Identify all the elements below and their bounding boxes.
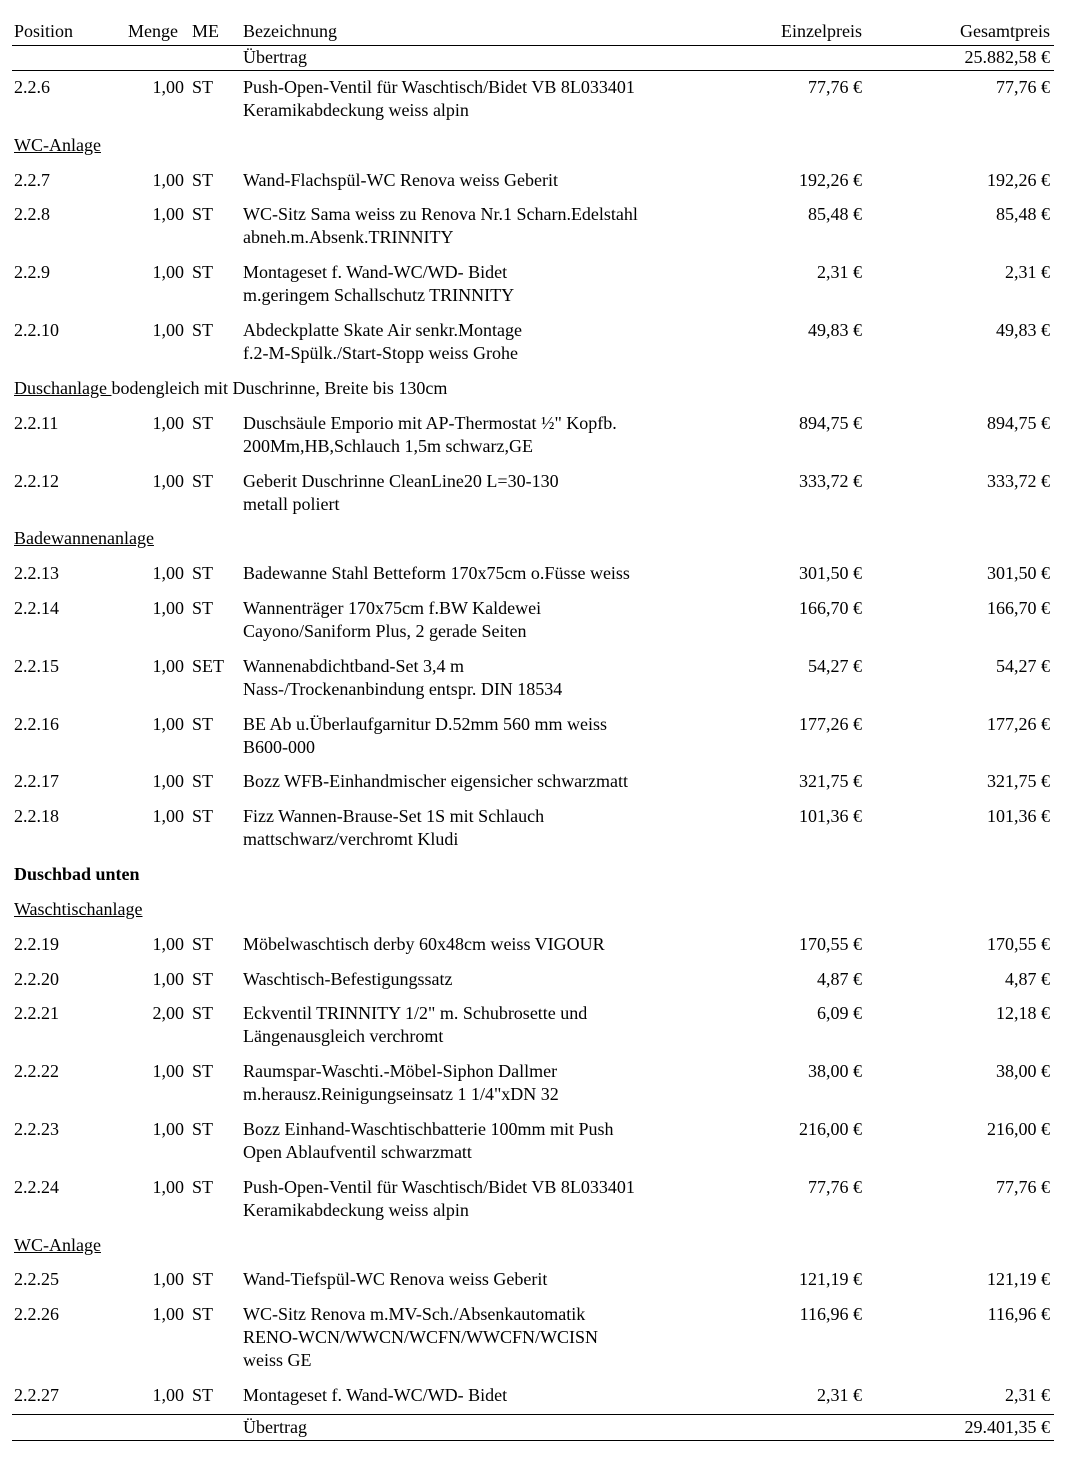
item-quantity: 1,00 [152, 1385, 184, 1405]
item-unit-price: 333,72 € [799, 471, 862, 491]
item-unit: ST [192, 806, 214, 826]
item-description [243, 597, 713, 643]
header-position: Position [14, 21, 74, 41]
item-description [243, 1303, 713, 1372]
item-unit-price: 216,00 € [799, 1119, 862, 1139]
item-description-line: Montageset f. Wand-WC/WD- Bidet [243, 1385, 508, 1405]
item-total: 12,18 € [996, 1003, 1050, 1023]
item-total: 121,19 € [987, 1269, 1050, 1289]
item-quantity: 1,00 [152, 1119, 184, 1139]
item-quantity: 1,00 [152, 1304, 184, 1324]
section-heading [14, 134, 101, 157]
item-description-line: m.herausz.Reinigungseinsatz 1 1/4"xDN 32 [243, 1084, 559, 1104]
item-description [243, 968, 713, 991]
item-position: 2.2.24 [14, 1177, 59, 1197]
item-position: 2.2.25 [14, 1269, 59, 1289]
item-unit: ST [192, 563, 214, 583]
item-quantity: 1,00 [152, 563, 184, 583]
item-unit: ST [192, 969, 214, 989]
item-quantity: 1,00 [152, 1177, 184, 1197]
item-description-line: Abdeckplatte Skate Air senkr.Montage [243, 320, 522, 340]
item-total: 166,70 € [987, 598, 1050, 618]
item-description-line: m.geringem Schallschutz TRINNITY [243, 285, 515, 305]
item-quantity: 1,00 [152, 1061, 184, 1081]
item-description-line: Push-Open-Ventil für Waschtisch/Bidet VB 8L033401 [243, 77, 635, 97]
section-heading [14, 898, 143, 921]
item-quantity: 1,00 [152, 170, 184, 190]
item-unit-price: 101,36 € [799, 806, 862, 826]
item-total: 321,75 € [987, 771, 1050, 791]
item-position: 2.2.6 [14, 77, 50, 97]
item-unit-price: 4,87 € [817, 969, 862, 989]
item-total: 85,48 € [996, 204, 1050, 224]
item-unit: ST [192, 1061, 214, 1081]
section-heading-text: Duschanlage [14, 378, 112, 398]
item-unit-price: 170,55 € [799, 934, 862, 954]
item-total: 192,26 € [987, 170, 1050, 190]
item-position: 2.2.8 [14, 204, 50, 224]
item-description-line: abneh.m.Absenk.TRINNITY [243, 227, 454, 247]
item-unit-price: 177,26 € [799, 714, 862, 734]
item-description [243, 1118, 713, 1164]
item-unit-price: 77,76 € [808, 77, 862, 97]
item-description [243, 805, 713, 851]
item-description [243, 933, 713, 956]
item-quantity: 1,00 [152, 598, 184, 618]
item-total: 38,00 € [996, 1061, 1050, 1081]
item-description [243, 1176, 713, 1222]
item-position: 2.2.20 [14, 969, 59, 989]
header-einzelpreis: Einzelpreis [781, 21, 862, 41]
section-heading-text: WC-Anlage [14, 135, 101, 155]
item-quantity: 1,00 [152, 1269, 184, 1289]
item-position: 2.2.14 [14, 598, 59, 618]
item-unit: ST [192, 77, 214, 97]
item-unit-price: 49,83 € [808, 320, 862, 340]
item-unit-price: 192,26 € [799, 170, 862, 190]
item-unit: ST [192, 1177, 214, 1197]
item-description-line: Wand-Tiefspül-WC Renova weiss Geberit [243, 1269, 548, 1289]
section-heading [14, 1234, 101, 1257]
item-description-line: B600-000 [243, 737, 315, 757]
item-description [243, 1002, 713, 1048]
item-unit-price: 54,27 € [808, 656, 862, 676]
item-unit-price: 121,19 € [799, 1269, 862, 1289]
item-unit-price: 894,75 € [799, 413, 862, 433]
item-quantity: 1,00 [152, 714, 184, 734]
carry-in-label: Übertrag [243, 47, 307, 67]
item-position: 2.2.18 [14, 806, 59, 826]
item-position: 2.2.21 [14, 1003, 59, 1023]
item-unit: ST [192, 320, 214, 340]
item-position: 2.2.7 [14, 170, 50, 190]
item-unit: ST [192, 771, 214, 791]
item-description-line: Cayono/Saniform Plus, 2 gerade Seiten [243, 621, 527, 641]
item-unit: ST [192, 204, 214, 224]
item-description [243, 1060, 713, 1106]
item-description [243, 655, 713, 701]
item-description-line: Möbelwaschtisch derby 60x48cm weiss VIGOUR [243, 934, 605, 954]
item-description-line: WC-Sitz Sama weiss zu Renova Nr.1 Scharn.Edelstahl [243, 204, 638, 224]
item-position: 2.2.19 [14, 934, 59, 954]
section-heading-text: WC-Anlage [14, 1235, 101, 1255]
header-me: ME [192, 21, 219, 41]
item-description-line: Keramikabdeckung weiss alpin [243, 1200, 469, 1220]
section-heading-text: Waschtischanlage [14, 899, 143, 919]
item-unit-price: 85,48 € [808, 204, 862, 224]
footer-divider-top [12, 1414, 1054, 1415]
item-description [243, 261, 713, 307]
item-description-line: BE Ab u.Überlaufgarnitur D.52mm 560 mm weiss [243, 714, 607, 734]
item-quantity: 1,00 [152, 934, 184, 954]
item-position: 2.2.16 [14, 714, 59, 734]
item-description-line: WC-Sitz Renova m.MV-Sch./Absenkautomatik [243, 1304, 586, 1324]
item-position: 2.2.26 [14, 1304, 59, 1324]
item-description-line: Wannenträger 170x75cm f.BW Kaldewei [243, 598, 542, 618]
item-description [243, 319, 713, 365]
item-description-line: Montageset f. Wand-WC/WD- Bidet [243, 262, 508, 282]
item-description-line: Open Ablaufventil schwarzmatt [243, 1142, 472, 1162]
item-position: 2.2.27 [14, 1385, 59, 1405]
header-bezeichnung: Bezeichnung [243, 21, 337, 41]
item-unit: ST [192, 1119, 214, 1139]
carry-out-amount: 29.401,35 € [964, 1417, 1050, 1437]
item-description-line: RENO-WCN/WWCN/WCFN/WWCFN/WCISN [243, 1327, 598, 1347]
item-total: 894,75 € [987, 413, 1050, 433]
item-quantity: 2,00 [152, 1003, 184, 1023]
item-unit: ST [192, 1269, 214, 1289]
header-menge: Menge [128, 21, 178, 41]
carry-out-label: Übertrag [243, 1417, 307, 1437]
item-unit: ST [192, 598, 214, 618]
item-unit: ST [192, 471, 214, 491]
section-heading-subtext: bodengleich mit Duschrinne, Breite bis 130cm [111, 378, 448, 398]
item-unit: ST [192, 1304, 214, 1324]
item-description-line: weiss GE [243, 1350, 312, 1370]
item-position: 2.2.10 [14, 320, 59, 340]
item-description-line: Wand-Flachspül-WC Renova weiss Geberit [243, 170, 558, 190]
item-total: 116,96 € [987, 1304, 1050, 1324]
item-position: 2.2.11 [14, 413, 59, 433]
carry-in-divider [12, 70, 1054, 71]
item-unit: ST [192, 170, 214, 190]
item-total: 2,31 € [1005, 262, 1050, 282]
item-description-line: Push-Open-Ventil für Waschtisch/Bidet VB 8L033401 [243, 1177, 635, 1197]
item-description-line: Bozz Einhand-Waschtischbatterie 100mm mit Push [243, 1119, 614, 1139]
item-unit: ST [192, 1385, 214, 1405]
footer-divider-bottom [12, 1440, 1054, 1441]
item-unit-price: 6,09 € [817, 1003, 862, 1023]
item-description-line: metall poliert [243, 494, 340, 514]
item-total: 77,76 € [996, 77, 1050, 97]
item-description-line: Nass-/Trockenanbindung entspr. DIN 18534 [243, 679, 563, 699]
item-unit: ST [192, 934, 214, 954]
item-description [243, 713, 713, 759]
item-quantity: 1,00 [152, 471, 184, 491]
item-unit: SET [192, 656, 225, 676]
item-total: 170,55 € [987, 934, 1050, 954]
item-description-line: Keramikabdeckung weiss alpin [243, 100, 469, 120]
item-description-line: Längenausgleich verchromt [243, 1026, 444, 1046]
item-quantity: 1,00 [152, 413, 184, 433]
section-heading [14, 377, 447, 400]
section-heading [14, 527, 154, 550]
item-quantity: 1,00 [152, 204, 184, 224]
item-description-line: Raumspar-Waschti.-Möbel-Siphon Dallmer [243, 1061, 558, 1081]
item-position: 2.2.12 [14, 471, 59, 491]
item-total: 177,26 € [987, 714, 1050, 734]
item-position: 2.2.9 [14, 262, 50, 282]
item-position: 2.2.17 [14, 771, 59, 791]
item-description [243, 1268, 713, 1291]
carry-in-amount: 25.882,58 € [964, 47, 1050, 67]
item-description [243, 1384, 713, 1407]
item-description [243, 470, 713, 516]
item-quantity: 1,00 [152, 969, 184, 989]
item-unit: ST [192, 413, 214, 433]
item-description-line: Bozz WFB-Einhandmischer eigensicher schwarzmatt [243, 771, 629, 791]
item-unit: ST [192, 262, 214, 282]
item-unit-price: 2,31 € [817, 262, 862, 282]
item-quantity: 1,00 [152, 806, 184, 826]
item-description-line: mattschwarz/verchromt Kludi [243, 829, 459, 849]
item-quantity: 1,00 [152, 262, 184, 282]
item-description-line: Waschtisch-Befestigungssatz [243, 969, 453, 989]
item-description-line: Wannenabdichtband-Set 3,4 m [243, 656, 464, 676]
item-quantity: 1,00 [152, 320, 184, 340]
item-position: 2.2.23 [14, 1119, 59, 1139]
item-description [243, 412, 713, 458]
item-position: 2.2.22 [14, 1061, 59, 1081]
item-position: 2.2.15 [14, 656, 59, 676]
item-quantity: 1,00 [152, 771, 184, 791]
item-total: 216,00 € [987, 1119, 1050, 1139]
item-total: 77,76 € [996, 1177, 1050, 1197]
item-unit: ST [192, 1003, 214, 1023]
item-description [243, 562, 713, 585]
header-gesamtpreis: Gesamtpreis [960, 21, 1050, 41]
item-quantity: 1,00 [152, 656, 184, 676]
item-description [243, 203, 713, 249]
item-description-line: Geberit Duschrinne CleanLine20 L=30-130 [243, 471, 559, 491]
item-total: 301,50 € [987, 563, 1050, 583]
item-unit-price: 38,00 € [808, 1061, 862, 1081]
subsection-title: Duschbad unten [14, 864, 140, 884]
item-unit: ST [192, 714, 214, 734]
item-total: 2,31 € [1005, 1385, 1050, 1405]
item-unit-price: 301,50 € [799, 563, 862, 583]
item-position: 2.2.13 [14, 563, 59, 583]
item-unit-price: 116,96 € [799, 1304, 862, 1324]
item-description [243, 76, 713, 122]
item-description [243, 169, 713, 192]
item-unit-price: 321,75 € [799, 771, 862, 791]
item-total: 54,27 € [996, 656, 1050, 676]
item-description-line: Eckventil TRINNITY 1/2" m. Schubrosette und [243, 1003, 588, 1023]
item-total: 333,72 € [987, 471, 1050, 491]
item-total: 49,83 € [996, 320, 1050, 340]
item-quantity: 1,00 [152, 77, 184, 97]
section-heading-text: Badewannenanlage [14, 528, 154, 548]
item-description-line: Fizz Wannen-Brause-Set 1S mit Schlauch [243, 806, 545, 826]
item-unit-price: 166,70 € [799, 598, 862, 618]
item-description-line: f.2-M-Spülk./Start-Stopp weiss Grohe [243, 343, 518, 363]
item-description-line: 200Mm,HB,Schlauch 1,5m schwarz,GE [243, 436, 533, 456]
item-description [243, 770, 713, 793]
item-description-line: Badewanne Stahl Betteform 170x75cm o.Füsse weiss [243, 563, 630, 583]
item-total: 101,36 € [987, 806, 1050, 826]
item-total: 4,87 € [1005, 969, 1050, 989]
item-description-line: Duschsäule Emporio mit AP-Thermostat ½" Kopfb. [243, 413, 617, 433]
item-unit-price: 2,31 € [817, 1385, 862, 1405]
item-unit-price: 77,76 € [808, 1177, 862, 1197]
